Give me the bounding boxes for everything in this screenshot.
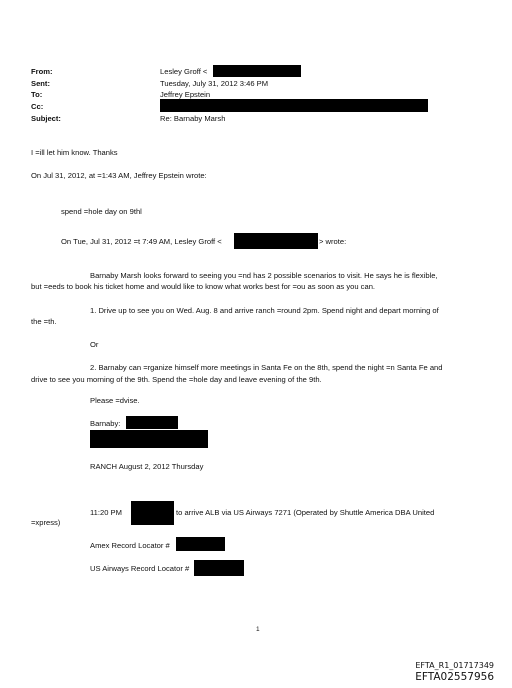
flight-continuation: =xpress)	[31, 518, 61, 527]
amex-label: Amex Record Locator #	[90, 541, 170, 550]
or-text: Or	[90, 340, 99, 349]
subject-label: Subject:	[31, 114, 61, 123]
quote1-header: On Jul 31, 2012, at =1:43 AM, Jeffrey Epstein wrote:	[31, 171, 207, 180]
redaction-block	[194, 560, 244, 576]
redaction-block	[90, 430, 208, 448]
quote2-header-start: On Tue, Jul 31, 2012 =t 7:49 AM, Lesley Groff <	[61, 237, 222, 246]
please-advise: Please =dvise.	[90, 396, 140, 405]
quote2-header-end: > wrote:	[319, 237, 347, 246]
cc-label: Cc:	[31, 102, 44, 111]
from-label: From:	[31, 67, 53, 76]
to-value: Jeffrey Epstein	[160, 90, 211, 99]
redaction-block	[126, 416, 178, 429]
redaction-block	[160, 99, 428, 112]
redaction-block	[131, 501, 174, 525]
sent-label: Sent:	[31, 79, 50, 88]
redaction-block	[234, 233, 318, 249]
option1-line: the =th.	[31, 317, 57, 326]
paragraph-line: but =eeds to book his ticket home and would like to know what works best for =ou as soon as you can.	[31, 282, 376, 291]
redaction-block	[213, 65, 301, 77]
quote1-text: spend =hole day on 9thl	[61, 207, 142, 216]
flight-time: 11:20 PM	[90, 508, 122, 517]
option2-line: 2. Barnaby can =rganize himself more meetings in Santa Fe on the 8th, spend the night =n Santa Fe and	[90, 363, 443, 372]
from-value: Lesley Groff <	[160, 67, 208, 76]
barnaby-label: Barnaby:	[90, 419, 121, 428]
option1-line: 1. Drive up to see you on Wed. Aug. 8 and arrive ranch =round 2pm. Spend night and depart morning of	[90, 306, 439, 315]
redaction-block	[176, 537, 225, 551]
usairways-label: US Airways Record Locator #	[90, 564, 190, 573]
page-number: 1	[256, 626, 260, 633]
paragraph-line: Barnaby Marsh looks forward to seeing you =nd has 2 possible scenarios to visit. He says he is flexible,	[90, 271, 438, 280]
subject-value: Re: Barnaby Marsh	[160, 114, 226, 123]
option2-line: drive to see you morning of the 9th. Spend the =hole day and leave evening of the 9th.	[31, 375, 322, 384]
footer-ref-1: EFTA_R1_01717349	[415, 661, 494, 670]
sent-value: Tuesday, July 31, 2012 3:46 PM	[160, 79, 269, 88]
ranch-line: RANCH August 2, 2012 Thursday	[90, 462, 204, 471]
to-label: To:	[31, 90, 43, 99]
footer-ref-2: EFTA02557956	[415, 671, 494, 683]
reply-line: I =ill let him know. Thanks	[31, 148, 118, 157]
flight-text: to arrive ALB via US Airways 7271 (Operated by Shuttle America DBA United	[176, 508, 435, 517]
